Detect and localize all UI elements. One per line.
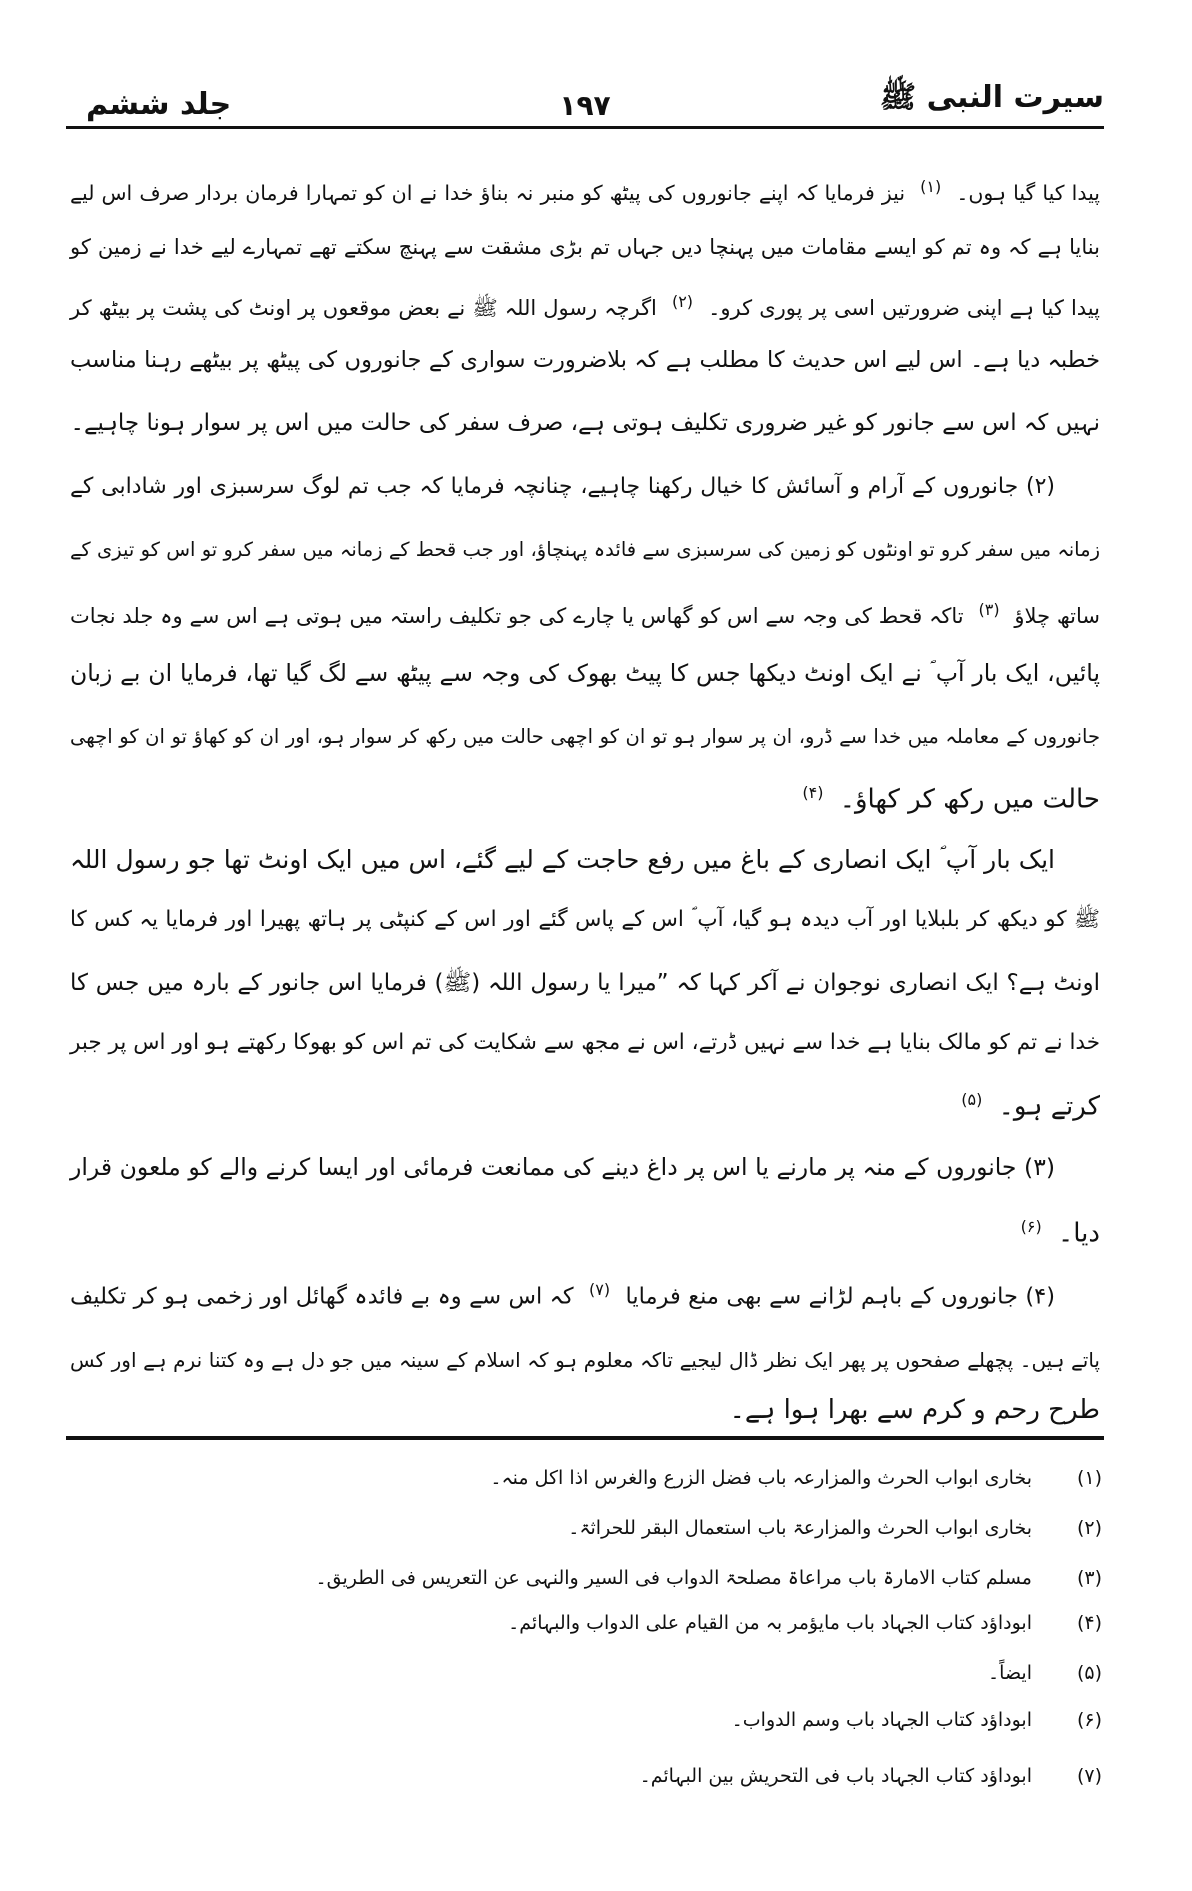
header-divider xyxy=(66,126,1104,129)
footnote xyxy=(316,1563,1103,1593)
line-text: خطبہ دیا ہے۔ اس لیے اس حدیث کا مطلب ہے کہ بلاضرورت سواری کے جانوروں کی پیٹھ پر بیٹھے رہنا مناسب xyxy=(70,347,1100,373)
footnote-text: بخاری ابواب الحرث والمزارعۃ باب استعمال البقر للحراثۃ۔ xyxy=(568,1517,1032,1539)
footnote xyxy=(640,1761,1102,1791)
footnote-ref: (۷) xyxy=(588,1280,611,1299)
body-line xyxy=(70,227,1100,267)
line-text: دیا۔ xyxy=(1049,1218,1100,1249)
footnote-number: (۴) xyxy=(1076,1612,1102,1634)
line-text: بنایا ہے کہ وہ تم کو ایسے مقامات میں پہنچا دیں جہاں تم بڑی مشقت سے پہنچ سکتے تھے تمہارے لیے خدا نے زمین کو xyxy=(70,235,1100,259)
body-line xyxy=(70,467,1100,507)
footnote-text: بخاری ابواب الحرث والمزارعہ باب فضل الزرع والغرس اذا اکل منہ۔ xyxy=(490,1467,1032,1489)
line-text: پاتے ہیں۔ پچھلے صفحوں پر پھر ایک نظر ڈال لیجیے تاکہ معلوم ہو کہ اسلام کے سینہ میں جو دل ہے وہ کتنا نرم ہے اور کس xyxy=(70,1348,1100,1372)
footnote-ref: (۱) xyxy=(920,177,942,196)
body-line xyxy=(70,403,1100,443)
footnote-number: (۵) xyxy=(1076,1662,1102,1684)
body-line xyxy=(70,1147,1100,1187)
line-text: نیز فرمایا کہ اپنے جانوروں کی پیٹھ کو منبر نہ بناؤ خدا نے ان کو تمہارا فرمان بردار صرف اس لیے xyxy=(70,180,913,205)
body-line xyxy=(70,530,1100,570)
line-text: کہ اس سے وہ بے فائدہ گھائل اور زخمی ہو کر تکلیف xyxy=(70,1283,581,1310)
line-text: پائیں، ایک بار آپ ؐ نے ایک اونٹ دیکھا جس کا پیٹ بھوک کی وجہ سے پیٹھ سے لگ گیا تھا، فرمایا ان بے زبان xyxy=(70,659,1100,687)
line-text: (۳) جانوروں کے منہ پر مارنے یا اس پر داغ دینے کی ممانعت فرمائی اور ایسا کرنے والے کو ملعون قرار xyxy=(70,1153,1055,1181)
body-line xyxy=(70,963,1100,1003)
footnote-text: ابوداؤد کتاب الجہاد باب مایؤمر بہ من القیام علی الدواب والبہائم۔ xyxy=(508,1612,1032,1634)
body-line xyxy=(70,1023,1100,1063)
line-text: ﷺ کو دیکھ کر بلبلایا اور آب دیدہ ہو گیا، آپ ؐ اس کے پاس گئے اور اس کے کنپٹی پر ہاتھ پھیرا اور فرمایا یہ کس کا xyxy=(70,907,1100,932)
footnote-text: ابوداؤد کتاب الجہاد باب وسم الدواب۔ xyxy=(731,1709,1032,1731)
footnote-ref: (۴) xyxy=(802,783,824,802)
footnote-text: ابوداؤد کتاب الجہاد باب فی التحریش بین البہائم۔ xyxy=(639,1765,1032,1787)
line-text: پیدا کیا ہے اپنی ضرورتیں اسی پر پوری کرو۔ xyxy=(701,296,1100,320)
footnote-number: (۳) xyxy=(1076,1567,1102,1589)
line-text: خدا نے تم کو مالک بنایا ہے خدا سے نہیں ڈرتے، اس نے مجھ سے شکایت کی تم اس کو بھوکا رکھتے ہو اور اس پر جبر xyxy=(70,1030,1100,1055)
line-text: کرتے ہو۔ xyxy=(990,1091,1100,1122)
body-line xyxy=(70,282,1100,322)
body-line xyxy=(70,590,1100,630)
footnote xyxy=(490,1463,1102,1493)
footnote-ref: (۳) xyxy=(978,600,1000,619)
footnote-number: (۱) xyxy=(1076,1467,1102,1489)
line-text: زمانہ میں سفر کرو تو اونٹوں کو زمین کی سرسبزی سے فائدہ پہنچاؤ، اور جب قحط کے زمانہ میں سفر کرو تو اس کو تیزی کے xyxy=(70,538,1100,561)
body-line xyxy=(70,773,1100,813)
footnote-divider xyxy=(66,1436,1104,1440)
footnote xyxy=(732,1705,1102,1735)
body-line xyxy=(70,1340,1100,1380)
line-text: پیدا کیا گیا ہوں۔ xyxy=(949,180,1101,205)
footnote-number: (۶) xyxy=(1076,1709,1102,1731)
body-line xyxy=(70,1270,1100,1310)
body-line xyxy=(70,1207,1100,1247)
body-line xyxy=(70,900,1100,940)
footnote xyxy=(508,1608,1102,1638)
body-line xyxy=(70,340,1100,380)
line-text: نہیں کہ اس سے جانور کو غیر ضروری تکلیف ہوتی ہے، صرف سفر کی حالت میں اس پر سوار ہونا چاہیے۔ xyxy=(70,410,1100,436)
body-line xyxy=(70,840,1100,880)
line-text: ساتھ چلاؤ xyxy=(1007,604,1100,628)
page-number: ۱۹۷ xyxy=(559,89,611,122)
body-line xyxy=(70,1390,1100,1430)
line-text: حالت میں رکھ کر کھاؤ۔ xyxy=(831,784,1100,815)
line-text: اونٹ ہے؟ ایک انصاری نوجوان نے آکر کہا کہ ”میرا یا رسول اللہ (ﷺ) فرمایا اس جانور کے بارہ میں جس کا xyxy=(70,970,1100,996)
page-header xyxy=(66,80,1104,126)
book-title: سیرت النبی ﷺ xyxy=(879,80,1104,115)
line-text: تاکہ قحط کی وجہ سے اس کو گھاس یا چارے کی جو تکلیف راستہ میں ہوتی ہے اس سے وہ جلد نجات xyxy=(70,604,971,628)
footnote-number: (۲) xyxy=(1076,1517,1102,1539)
footnote-ref: (۶) xyxy=(1020,1217,1042,1236)
footnote-number: (۷) xyxy=(1076,1765,1102,1787)
footnote xyxy=(568,1513,1102,1543)
footnote xyxy=(988,1658,1102,1688)
body-line xyxy=(70,167,1100,207)
line-text: (۴) جانوروں کے باہم لڑانے سے بھی منع فرمایا xyxy=(618,1283,1056,1310)
line-text: طرح رحم و کرم سے بھرا ہوا ہے۔ xyxy=(729,1395,1100,1425)
body-line xyxy=(70,717,1100,757)
line-text: (۲) جانوروں کے آرام و آسائش کا خیال رکھنا چاہیے، چنانچہ فرمایا کہ جب تم لوگ سرسبزی اور شادابی کے xyxy=(70,474,1055,499)
body-line xyxy=(70,653,1100,693)
line-text: جانوروں کے معاملہ میں خدا سے ڈرو، ان پر سوار ہو تو ان کو اچھی حالت میں رکھ کر سوار ہو، اور ان کو کھاؤ تو ان کو اچھی xyxy=(70,725,1100,748)
line-text: ایک بار آپ ؐ ایک انصاری کے باغ میں رفع حاجت کے لیے گئے، اس میں ایک اونٹ تھا جو رسول اللہ xyxy=(70,845,1055,874)
footnote-ref: (۲) xyxy=(671,292,694,311)
footnote-text: ایضاً۔ xyxy=(988,1662,1032,1684)
body-line xyxy=(70,1080,1100,1120)
line-text: اگرچہ رسول اللہ ﷺ نے بعض موقعوں پر اونٹ کی پشت پر بیٹھ کر xyxy=(70,296,664,320)
footnote-text: مسلم کتاب الامارۃ باب مراعاۃ مصلحۃ الدواب فی السیر والنہی عن التعریس فی الطریق۔ xyxy=(315,1567,1032,1589)
footnote-ref: (۵) xyxy=(961,1090,983,1109)
volume-label: جلد ششم xyxy=(86,87,232,122)
